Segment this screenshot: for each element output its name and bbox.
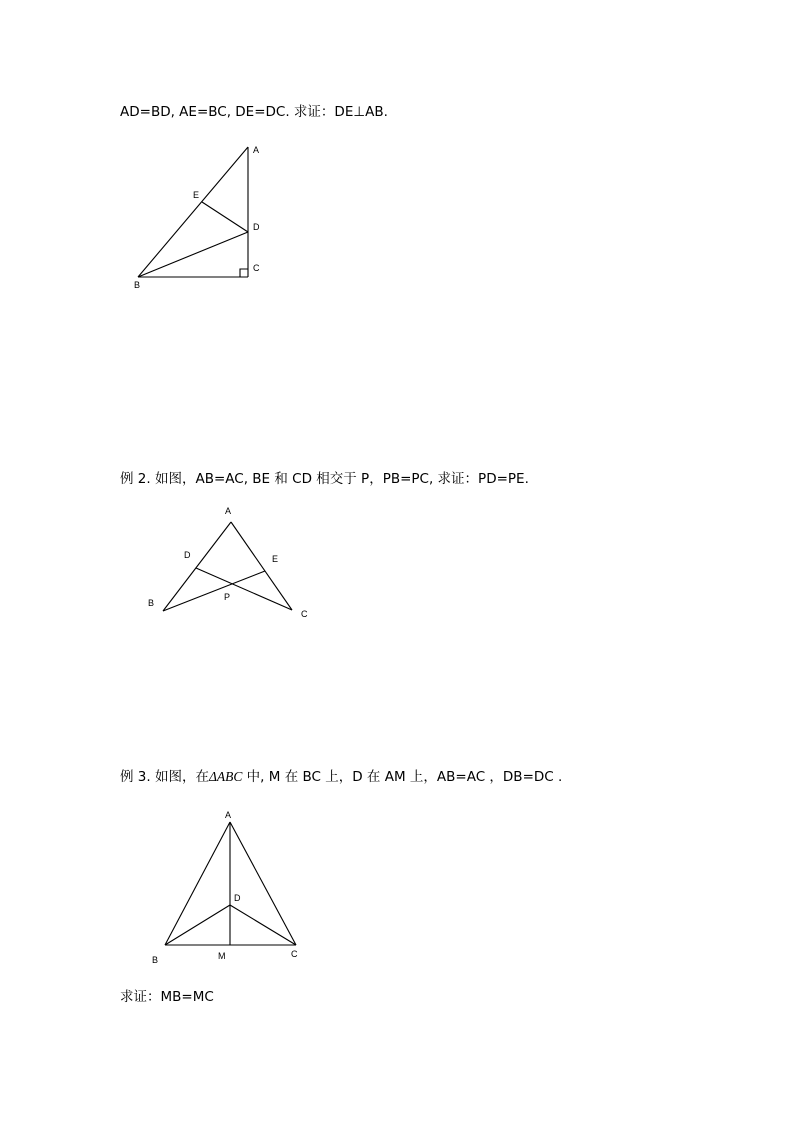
problem3-statement-pre: 例 3. 如图，在	[120, 769, 209, 785]
problem3-statement-post: 中, M 在 BC 上，D 在 AM 上，AB=AC ，DB=DC .	[242, 769, 563, 785]
fig3-segment-AB	[165, 822, 230, 945]
fig2-label-A: A	[225, 506, 232, 516]
fig3-label-C: C	[291, 949, 298, 959]
fig2-label-P: P	[224, 592, 231, 602]
fig1-label-D: D	[253, 222, 260, 232]
fig1-label-B: B	[134, 280, 141, 290]
problem3-conclusion: 求证：MB=MC	[120, 989, 214, 1005]
problem1-statement: AD=BD, AE=BC, DE=DC. 求证：DE⊥AB.	[120, 104, 388, 120]
problem2-statement: 例 2. 如图，AB=AC, BE 和 CD 相交于 P，PB=PC, 求证：PD=PE.	[120, 471, 529, 487]
fig3-label-B: B	[152, 955, 159, 965]
fig2-label-E: E	[272, 554, 279, 564]
fig2-label-B: B	[148, 598, 155, 608]
fig3-label-D: D	[234, 893, 241, 903]
fig1-label-A: A	[253, 145, 260, 155]
fig3-label-M: M	[218, 951, 226, 961]
fig2-label-D: D	[184, 550, 191, 560]
fig2-label-C: C	[301, 609, 308, 619]
fig3-segment-AC	[230, 822, 296, 945]
fig3-segment-CD	[230, 905, 296, 945]
fig3-segment-BD	[165, 905, 230, 945]
fig3-label-A: A	[225, 810, 232, 820]
problem3-triangle-symbol: ΔABC	[208, 769, 243, 784]
fig1-label-C: C	[253, 263, 260, 273]
fig1-label-E: E	[193, 190, 200, 200]
